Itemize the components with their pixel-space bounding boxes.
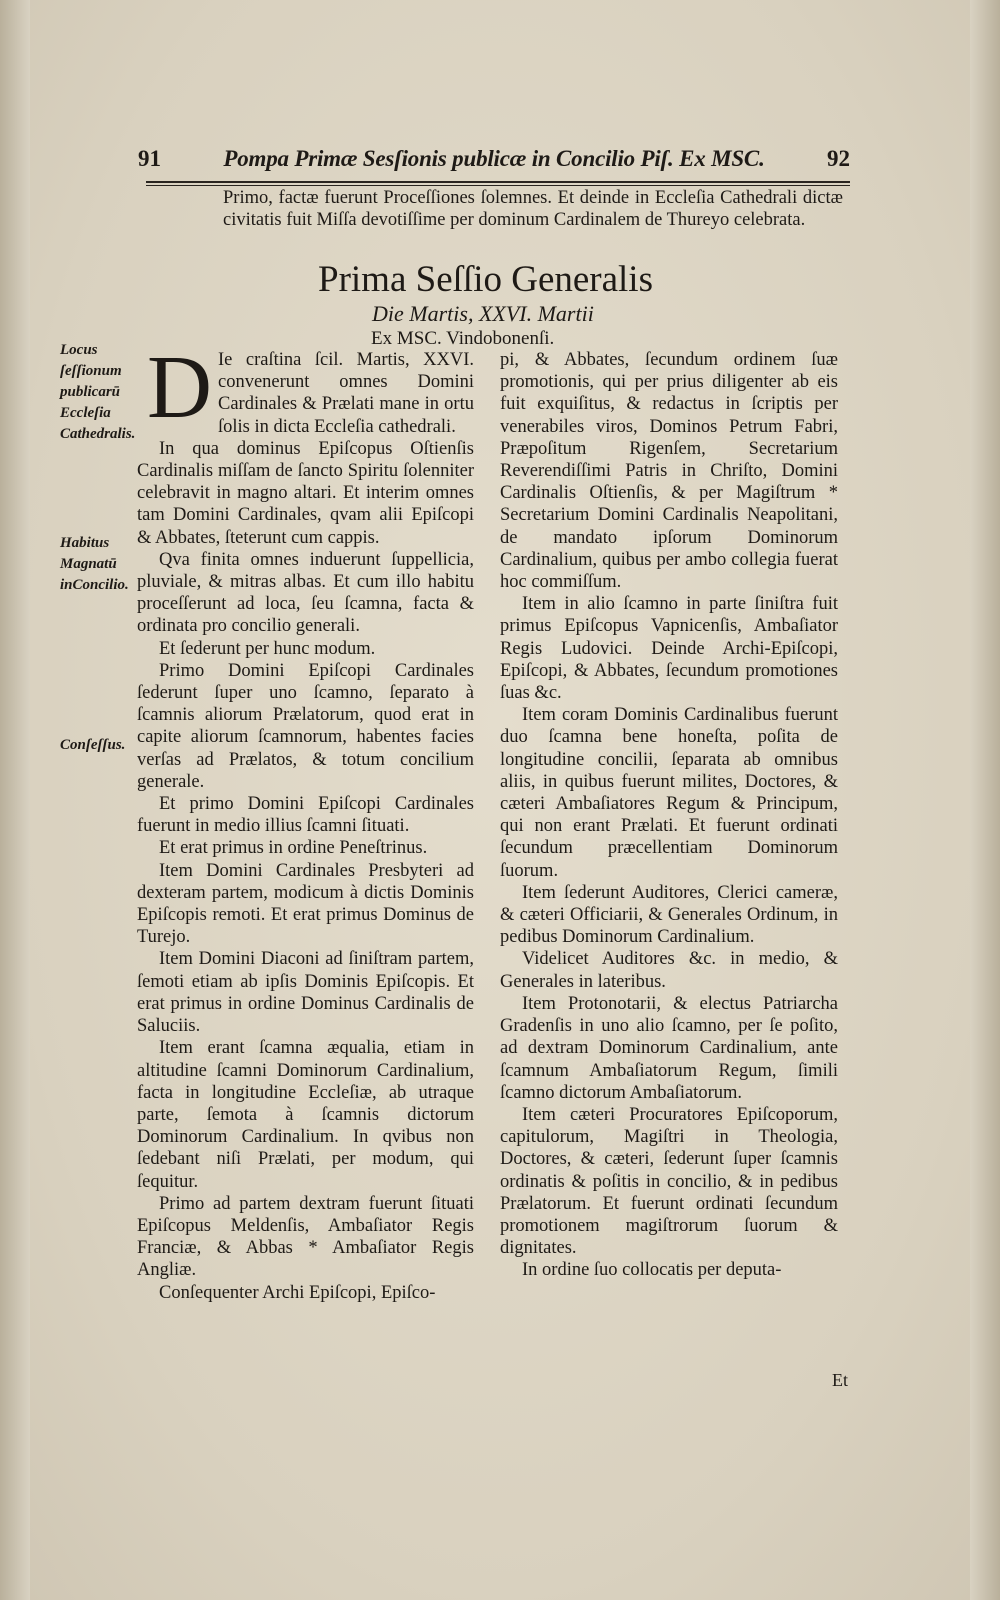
- right-column: [500, 349, 838, 1282]
- left-column: [137, 338, 474, 1304]
- header-rule: [146, 181, 850, 183]
- margin-note-habitus: Habitus Magnatū inConcilio.: [60, 535, 129, 593]
- paragraph: Item cæteri Procuratores Epiſcoporum, capitulorum, Magiſtri in Theologia, Doctores, & cæteri, ſederunt ſuper ſcamnis ordinatis & poſitis in concilio, & in pedibus Prælatorum. Et fuerunt ordinati ſecundum promotionem magiſtrorum ſuorum & dignitates.: [500, 1104, 838, 1259]
- paragraph: Qva finita omnes induerunt ſuppellicia, pluviale, & mitras albas. Et cum illo habitu proceſſerunt ad loca, ſeu ſcamna, facta & ordinata pro concilio generali.: [137, 549, 474, 637]
- paragraph: Item Protonotarii, & electus Patriarcha Gradenſis in uno alio ſcamno, per ſe poſito, ad dextram Dominorum Cardinalium, ante ſcamnum Ambaſiatorum Regum, ſimili ſcamno dictorum Ambaſiatorum.: [500, 993, 838, 1103]
- paragraph: Primo ad partem dextram fuerunt ſituati Epiſcopus Meldenſis, Ambaſiator Regis Franciæ, & Abbas * Ambaſiator Regis Angliæ.: [137, 1193, 474, 1281]
- paragraph: Item Domini Diaconi ad ſiniſtram partem, ſemoti etiam ab ipſis Dominis Epiſcopis. Et erat primus in ordine Dominus Cardinalis de Saluciis.: [137, 949, 474, 1037]
- section-title: Prima Seſſio Generalis: [318, 259, 653, 300]
- paragraph: Item coram Dominis Cardinalibus fuerunt duo ſcamna bene honeſta, poſita de longitudine concilii, ſeparata ab omnibus aliis, in quibus fuerunt milites, Doctores, & cæteri Ambaſiatores Regum & Principum, qui non erant Prælati. Et fuerunt ordinati ſecundum præcellentiam Dominorum ſuorum.: [500, 705, 838, 881]
- running-title: Pompa Primæ Sesſionis publicæ in Concilio Piſ. Ex MSC.: [223, 146, 765, 171]
- paragraph: Et primo Domini Epiſcopi Cardinales fuerunt in medio illius ſcamni ſituati.: [137, 794, 474, 837]
- paragraph: In qua dominus Epiſcopus Oſtienſis Cardinalis miſſam de ſancto Spiritu ſolenniter celebravit in magno altari. Et interim omnes tam Domini Cardinales, qvam alii Epiſcopi & Abbates, ſteterunt cum cappis.: [137, 438, 474, 548]
- paragraph: Primo Domini Epiſcopi Cardinales ſederunt ſuper uno ſcamno, ſeparato à ſcamnis aliorum Prælatorum, quod erat in capite aliorum ſcamnorum, habentes facies verſas ad Prælatos, & totum concilium generale.: [137, 660, 474, 792]
- paragraph: Conſequenter Archi Epiſcopi, Epiſco-: [159, 1282, 436, 1303]
- page-gutter-shadow: [0, 0, 30, 1600]
- margin-note-consessus: Conſeſſus.: [60, 737, 126, 753]
- paragraph: pi, & Abbates, ſecundum ordinem ſuæ promotionis, qui per prius diligenter ab eis fuit exquiſitus, & redactus in ſcriptis per venerabiles viros, Dominos Petrum Fabri, Præpoſitum Rigenſem, Secretarium Reverendiſſimi Patris in Chriſto, Domini Cardinalis Oſtienſis, & per Magiſtrum * Secretarium Domini Cardinalis Neapolitani, de mandato ipſorum Dominorum Cardinalium, quibus per ambo collegia fuerat hoc commiſſum.: [500, 350, 838, 593]
- section-source: Ex MSC. Vindobonenſi.: [371, 328, 555, 349]
- paragraph: Item ſederunt Auditores, Clerici cameræ, & cæteri Officiarii, & Generales Ordinum, in pedibus Dominorum Cardinalium.: [500, 882, 838, 948]
- section-date: Die Martis, XXVI. Martii: [372, 301, 594, 326]
- paragraph: Et ſederunt per hunc modum.: [159, 638, 376, 659]
- running-header: [138, 146, 850, 186]
- paragraph: Item Domini Cardinales Presbyteri ad dexteram partem, modicum à dictis Dominis Epiſcopis remoti. Et erat primus Dominus de Turejo.: [137, 860, 474, 948]
- paragraph: Item erant ſcamna æqualia, etiam in altitudine ſcamni Dominorum Cardinalium, facta in longitudine Eccleſiæ, ab utraque parte, ſemota à ſcamnis dictorum Dominorum Cardinalium. In qvibus non ſedebant niſi Prælati, per modum, qui ſequitur.: [137, 1038, 474, 1192]
- paragraph: Et erat primus in ordine Peneſtrinus.: [159, 838, 428, 859]
- intro-paragraph: Primo, factæ fuerunt Proceſſiones ſolemnes. Et deinde in Eccleſia Cathedrali dictæ civitatis fuit Miſſa devotiſſime per dominum Cardinalem de Thureyo celebrata.: [223, 188, 843, 230]
- paragraph: In ordine ſuo collocatis per deputa-: [522, 1260, 782, 1281]
- margin-note-locus: Locus ſeſſionum publicarū Eccleſia Cathedralis.: [60, 342, 136, 442]
- paragraph: Videlicet Auditores &c. in medio, & Generales in lateribus.: [500, 949, 838, 992]
- page-edge-shadow: [970, 0, 1000, 1600]
- right-page-number: 92: [827, 146, 850, 171]
- catchword: Et: [832, 1370, 848, 1390]
- paragraph: Item in alio ſcamno in parte ſiniſtra fuit primus Epiſcopus Vapnicenſis, Ambaſiator Regis Ludovici. Deinde Archi-Epiſcopi, Epiſcopi, & Abbates, ſecundum promotiones ſuas &c.: [500, 594, 838, 704]
- left-page-number: 91: [138, 146, 161, 171]
- drop-cap: D: [147, 338, 212, 437]
- header-rule-thin: [146, 185, 850, 186]
- paragraph: D Ie craſtina ſcil. Martis, XXVI. convenerunt omnes Domini Cardinales & Prælati mane in ortu ſolis in dicta Eccleſia cathedrali.: [147, 338, 474, 437]
